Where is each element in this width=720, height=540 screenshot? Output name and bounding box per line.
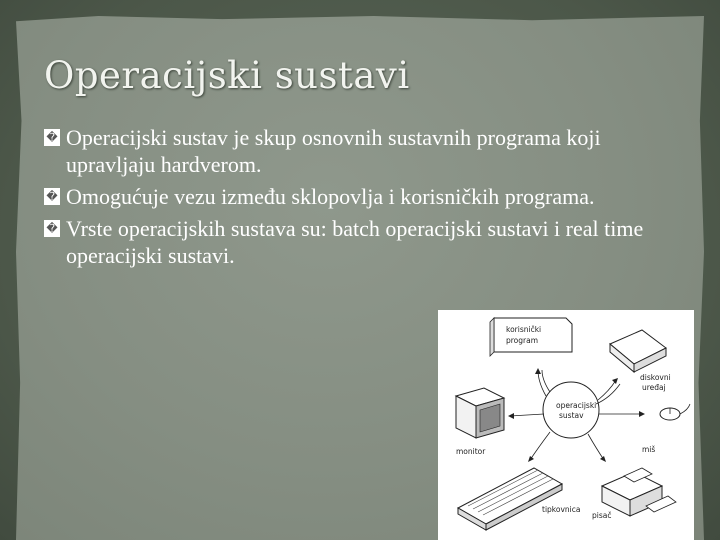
bullet-icon: � xyxy=(44,129,60,146)
keyboard-icon xyxy=(458,468,562,530)
os-circle-icon xyxy=(543,382,599,438)
bullet-text: Operacijski sustav je skup osnovnih sustavnih programa koji upravljaju hardverom. xyxy=(66,125,601,177)
bullet-icon: � xyxy=(44,188,60,205)
disk-label-line2: uređaj xyxy=(642,383,666,392)
bullet-item xyxy=(44,215,694,269)
bullet-item xyxy=(44,124,694,178)
bullet-text: Vrste operacijskih sustava su: batch operacijski sustavi i real time operacijski sustavi. xyxy=(66,216,644,268)
disk-label-line1: diskovni xyxy=(640,373,671,382)
mouse-label: miš xyxy=(642,445,656,454)
printer-label: pisač xyxy=(592,511,612,520)
bullet-text: Omogućuje vezu između sklopovlja i korisničkih programa. xyxy=(66,184,595,209)
bullet-icon: � xyxy=(44,220,60,237)
monitor-icon xyxy=(456,388,504,438)
slide-title: Operacijski sustavi xyxy=(44,54,410,97)
monitor-label: monitor xyxy=(456,447,486,456)
program-label-line1: korisnički xyxy=(506,325,542,334)
keyboard-label: tipkovnica xyxy=(542,505,581,514)
bullet-list xyxy=(44,124,694,274)
center-label-line2: sustav xyxy=(559,411,584,420)
os-diagram xyxy=(438,310,694,540)
center-label-line1: operacijski xyxy=(556,401,597,410)
printer-icon xyxy=(602,468,676,516)
mouse-icon xyxy=(660,404,690,420)
disk-drive-icon xyxy=(610,330,666,372)
program-label-line2: program xyxy=(506,336,539,345)
os-diagram-drawing xyxy=(438,310,694,540)
bullet-item xyxy=(44,183,694,210)
